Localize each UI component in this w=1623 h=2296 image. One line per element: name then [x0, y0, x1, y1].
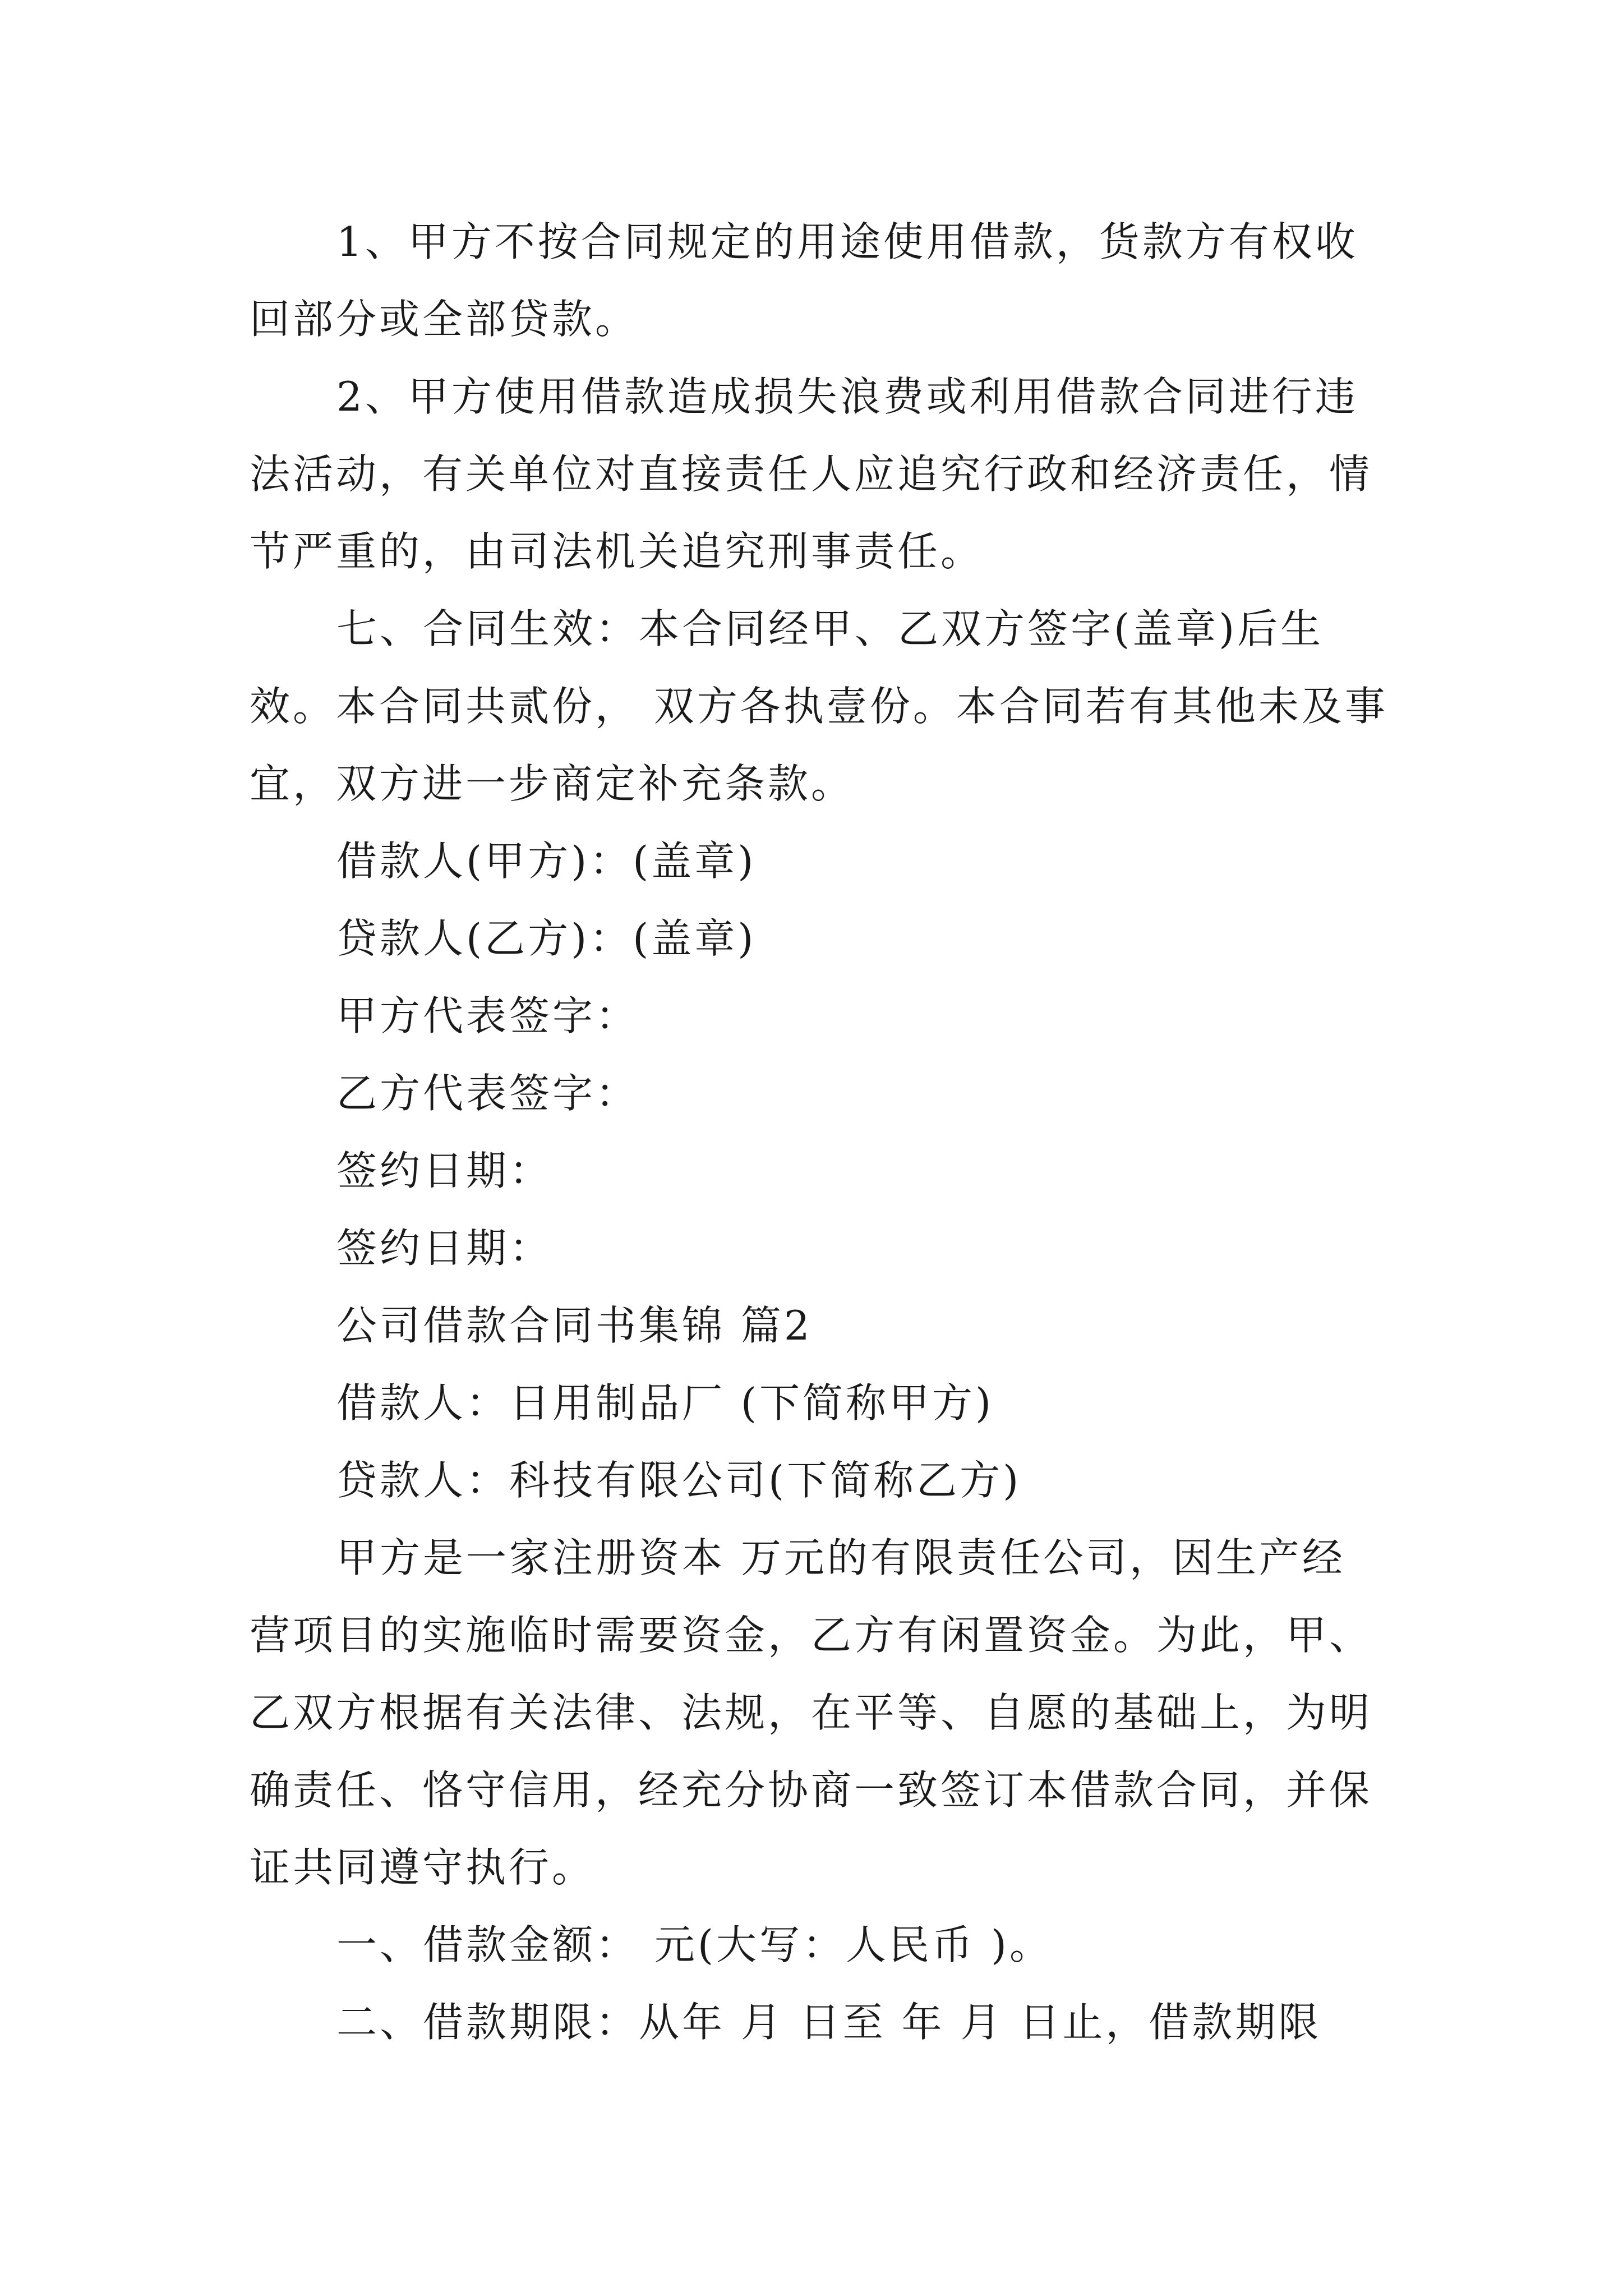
clause-loss-and-illegal-use: 2、甲方使用借款造成损失浪费或利用借款合同进行违法活动，有关单位对直接责任人应追究行政和经济责任，情节严重的，由司法机关追究刑事责任。 — [250, 373, 1373, 575]
signing-date-line: 签约日期： — [336, 1147, 553, 1194]
borrower-seal-line: 借款人(甲方)：(盖章) — [336, 838, 757, 885]
clause-loan-term: 二、借款期限：从年 月 日至 年 月 日止，借款期限 — [336, 1999, 1322, 2046]
section-heading: 公司借款合同书集锦 篇2 — [336, 1302, 813, 1349]
party-b-signature-line: 乙方代表签字： — [336, 1070, 639, 1117]
signing-date-line: 签约日期： — [336, 1225, 553, 1272]
preamble-paragraph: 甲方是一家注册资本 万元的有限责任公司，因生产经营项目的实施临时需要资金，乙方有闲置资金。为此，甲、乙双方根据有关法律、法规，在平等、自愿的基础上，为明确责任、恪守信用，经充分协商一致签订本借款合同，并保证共同遵守执行。 — [250, 1534, 1373, 1891]
document-body — [250, 203, 1388, 2061]
lender-line: 贷款人：科技有限公司(下简称乙方) — [336, 1457, 1022, 1504]
clause-contract-effective: 七、合同生效：本合同经甲、乙双方签字(盖章)后生效。本合同共贰份， 双方各执壹份。本合同若有其他未及事宜，双方进一步商定补充条款。 — [250, 605, 1388, 807]
lender-seal-line: 贷款人(乙方)：(盖章) — [336, 915, 757, 962]
borrower-line: 借款人：日用制品厂 (下简称甲方) — [336, 1379, 994, 1427]
clause-misuse-of-loan: 1、甲方不按合同规定的用途使用借款，货款方有权收回部分或全部贷款。 — [250, 218, 1358, 343]
clause-loan-amount: 一、借款金额： 元(大写：人民币 )。 — [336, 1921, 1053, 1968]
party-a-signature-line: 甲方代表签字： — [336, 992, 639, 1039]
